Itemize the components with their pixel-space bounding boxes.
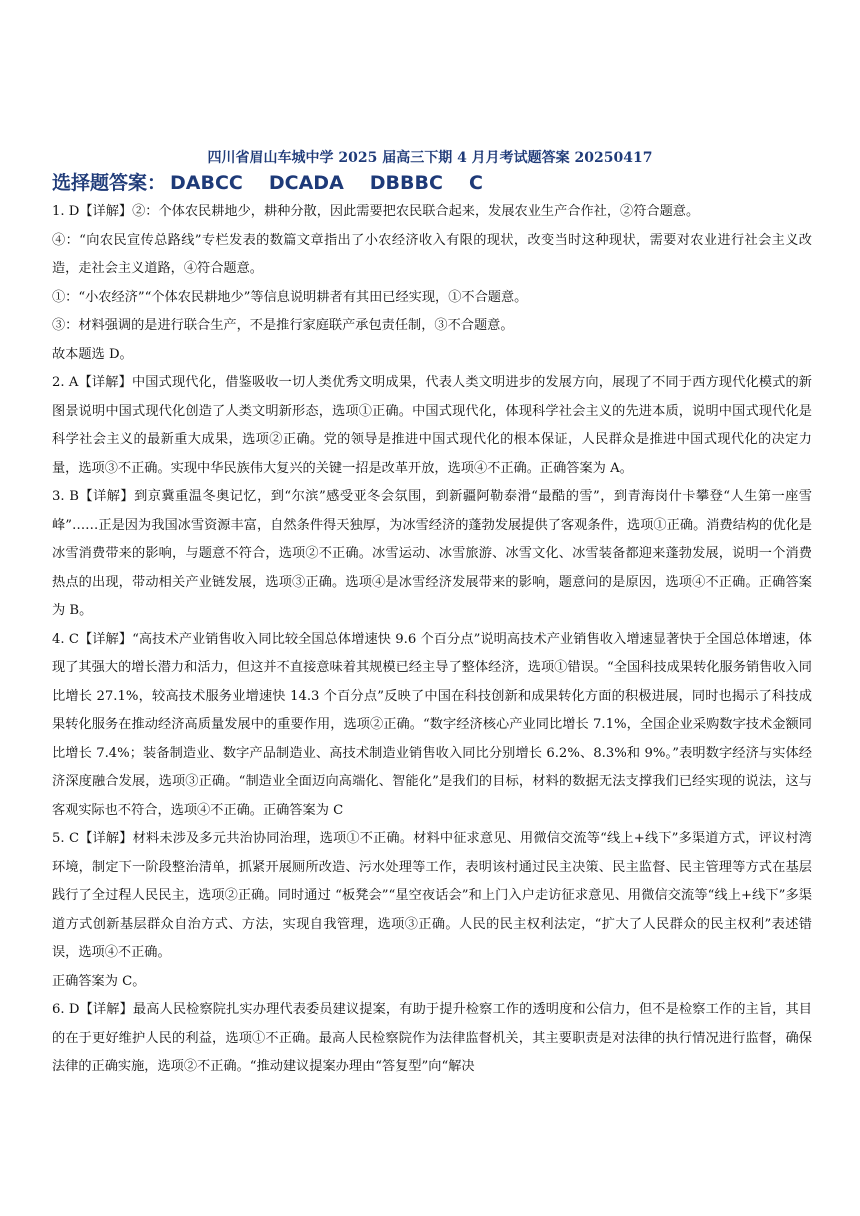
explanation-q2: 2. A【详解】中国式现代化，借鉴吸收一切人类优秀文明成果，代表人类文明进步的发展方向，展现了不同于西方现代化模式的新图景说明中国式现代化创造了人类文明新形态，选项①正确。中国式现代化，体现科学社会主义的先进本质，说明中国式现代化是科学社会主义的最新重大成果，选项②正确。党的领导是推进中国式现代化的根本保证，人民群众是推进中国式现代化的决定力量，选项③不正确。实现中华民族伟大复兴的关键一招是改革开放，选项④不正确。正确答案为 A。 <box>52 375 812 476</box>
explanation-q1: 1. D【详解】②：个体农民耕地少，耕种分散，因此需要把农民联合起来，发展农业生产合作社，②符合题意。 <box>52 204 700 219</box>
explanation-q1-conclusion: 故本题选 D。 <box>52 346 133 362</box>
page-title: 四川省眉山车城中学 2025 届高三下期 4 月月考试题答案 20250417 <box>207 150 653 166</box>
explanation-q3: 3. B【详解】到京冀重温冬奥记忆，到“尔滨”感受亚冬会氛围，到新疆阿勒泰滑“最酷的雪”，到青海岗什卡攀登“人生第一座雪峰”……正是因为我国冰雪资源丰富，自然条件得天独厚，为冰雪经济的蓬勃发展提供了客观条件，选项①正确。消费结构的优化是冰雪消费带来的影响，与题意不符合，选项②不正确。冰雪运动、冰雪旅游、冰雪文化、冰雪装备都迎来蓬勃发展，说明一个消费热点的出现，带动相关产业链发展，选项③正确。选项④是冰雪经济发展带来的影响，题意问的是原因，选项④不正确。正确答案为 B。 <box>52 489 812 618</box>
multiple-choice-answers <box>52 168 509 195</box>
explanation-q6: 6. D【详解】最高人民检察院扎实办理代表委员建议提案，有助于提升检察工作的透明度和公信力，但不是检察工作的主旨，其目的在于更好维护人民的利益，选项①不正确。最高人民检察院作为法律监督机关，其主要职责是对法律的执行情况进行监督，确保法律的正确实施，选项②不正确。“推动建议提案办理由“答复型”向“解决 <box>52 1002 812 1074</box>
answers-label: 选择题答案： <box>52 172 167 194</box>
explanation-q1-point-4: ④：“向农民宣传总路线”专栏发表的数篇文章指出了小农经济收入有限的现状，改变当时这种现状，需要对农业进行社会主义改造，走社会主义道路，④符合题意。 <box>52 232 812 276</box>
answer-group-3: DBBBC <box>369 172 443 194</box>
explanation-q1-point-3: ③：材料强调的是进行联合生产，不是推行家庭联产承包责任制，③不合题意。 <box>52 318 514 333</box>
explanation-q1-point-1: ①：“小农经济”“个体农民耕地少”等信息说明耕者有其田已经实现，①不合题意。 <box>52 289 528 305</box>
answer-group-2: DCADA <box>268 172 344 194</box>
explanation-q5-conclusion: 正确答案为 C。 <box>52 973 146 989</box>
answer-group-4: C <box>468 172 483 194</box>
answer-group-1: DABCC <box>170 172 243 194</box>
explanation-q5: 5. C【详解】材料未涉及多元共治协同治理，选项①不正确。材料中征求意见、用微信交流等“线上+线下”多渠道方式，评议村湾环境，制定下一阶段整治清单，抓紧开展厕所改造、污水处理等工作，表明该村通过民主决策、民主监督、民主管理等方式在基层践行了全过程人民民主，选项②正确。同时通过 “板凳会”“星空夜话会”和上门入户走访征求意见、用微信交流等“线上+线下”多渠道方式创新基层群众自治方式、方法，实现自我管理，选项③正确。人民的民主权利法定，“扩大了人民群众的民主权利”表述错误，选项④不正确。 <box>52 831 812 960</box>
answer-explanations <box>52 198 812 1082</box>
explanation-q4: 4. C【详解】“高技术产业销售收入同比较全国总体增速快 9.6 个百分点”说明高技术产业销售收入增速显著快于全国总体增速，体现了其强大的增长潜力和活力，但这并不直接意味着其规模已经主导了整体经济，选项①错误。“全国科技成果转化服务销售收入同比增长 27.1%，较高技术服务业增速快 14.3 个百分点”反映了中国在科技创新和成果转化方面的积极进展，同时也揭示了科技成果转化服务在推动经济高质量发展中的重要作用，选项②正确。“数字经济核心产业同比增长 7.1%，全国企业采购数字技术金额同比增长 7.4%；装备制造业、数字产品制造业、高技术制造业销售收入同比分别增长 6.2%、8.3%和 9%。”表明数字经济与实体经济深度融合发展，选项③正确。“制造业全面迈向高端化、智能化”是我们的目标，材料的数据无法支撑我们已经实现的说法，这与客观实际也不符合，选项④不正确。正确答案为 C <box>52 631 812 818</box>
